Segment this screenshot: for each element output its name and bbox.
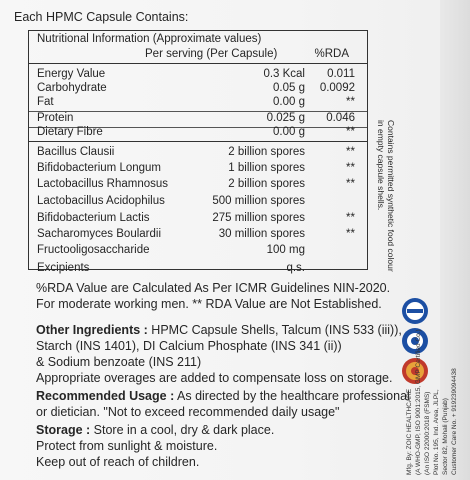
recommended-usage: Recommended Usage : As directed by the healthcare professional or dietician. "Not to exceed recommended daily usage" — [36, 389, 410, 419]
other-ingredients: Other Ingredients : HPMC Capsule Shells, Talcum (INS 533 (iii)), Starch (INS 1401), DI Calcium Phosphate (INS 341 (ii)) & Sodium benzoate (INS 211) — [36, 323, 402, 369]
nutrients-section — [29, 64, 367, 142]
table-title: Nutritional Information (Approximate values) — [37, 33, 262, 45]
table-row: Bifidobacterium Lactis 275 million spores ** — [37, 212, 355, 224]
nutrition-table-header — [29, 31, 367, 64]
table-row: Lactobacillus Acidophilus 500 million spores — [37, 195, 305, 207]
table-row: Bacillus Clausii 2 billion spores ** — [37, 146, 355, 158]
table-row: Excipients q.s. — [37, 262, 305, 274]
table-row: Dietary Fibre 0.00 g ** — [37, 126, 355, 138]
side-note-line1: Contains permitted synthetic food colour — [386, 120, 396, 272]
other-ingredients-label: Other Ingredients : — [36, 323, 148, 337]
table-row: Carbohydrate 0.05 g 0.0092 — [37, 82, 355, 94]
ingredients-section — [29, 142, 367, 274]
recommended-usage-label: Recommended Usage : — [36, 389, 175, 403]
rda-header: %RDA — [314, 48, 349, 60]
nutrition-table — [28, 30, 368, 274]
table-row: Protein 0.025 g 0.046 — [29, 112, 367, 126]
capsule-contents-heading: Each HPMC Capsule Contains: — [14, 10, 189, 24]
storage-instructions: Storage : Store in a cool, dry & dark place. Protect from sunlight & moisture. Keep out of reach of children. — [36, 423, 275, 469]
per-serving-header: Per serving (Per Capsule) — [145, 48, 278, 60]
rda-note: %RDA Value are Calculated As Per ICMR Guidelines NIN-2020. For moderate working men. ** RDA Value are Not Established. — [36, 281, 391, 311]
table-row: Lactobacillus Rhamnosus 2 billion spores ** — [37, 178, 355, 190]
table-row: Fat 0.00 g ** — [29, 96, 367, 110]
manufacturer-info: Mfg. By: ZOIC HEALTHCARE (A WHO-GMP, ISO 9001:2015, GMP Certified Co.) (An ISO 22000:2018 (FSMS) Plot No. 195, Ind. Area, JLPL, Sector 82, Mohali (Punjab) Customer Care No. + 919239094438 — [406, 329, 458, 475]
iso-certification-logo-icon — [400, 296, 430, 326]
side-note-line2: in empty capsule shells. — [376, 120, 386, 211]
table-row: Energy Value 0.3 Kcal 0.011 — [37, 68, 355, 80]
storage-label: Storage : — [36, 423, 91, 437]
table-row: Fructooligosaccharide 100 mg — [37, 244, 305, 256]
table-row: Bifidobacterium Longum 1 billion spores ** — [37, 162, 355, 174]
overages-note: Appropriate overages are added to compensate loss on storage. — [36, 371, 393, 385]
table-row: Sacharomyces Boulardii 30 million spores ** — [37, 228, 355, 240]
